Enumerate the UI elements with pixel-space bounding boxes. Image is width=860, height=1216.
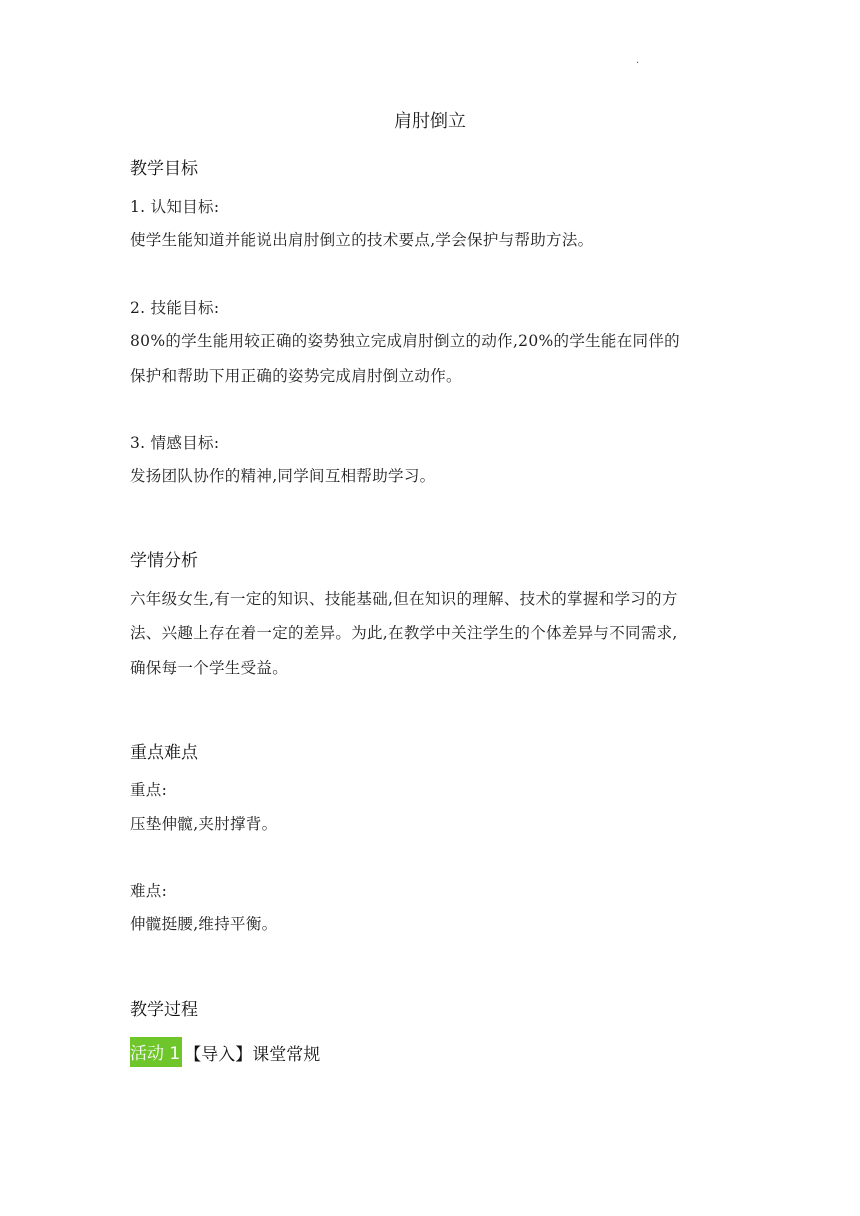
- process-heading: 教学过程: [130, 1000, 198, 1020]
- key-point-text: 压垫伸髋,夹肘撑背。: [130, 815, 278, 833]
- activity-1-heading: [130, 1037, 320, 1067]
- skill-objective-text-line-2: 保护和帮助下用正确的姿势完成肩肘倒立动作。: [130, 367, 462, 385]
- affective-objective-label: 3. 情感目标:: [130, 434, 220, 452]
- activity-tag: 活动 1: [130, 1037, 182, 1067]
- analysis-heading: 学情分析: [130, 551, 198, 571]
- document-title: 肩肘倒立: [394, 111, 466, 132]
- key-point-label: 重点:: [130, 781, 168, 799]
- cognitive-objective-label: 1. 认知目标:: [130, 198, 220, 216]
- skill-objective-text-line-1: 80%的学生能用较正确的姿势独立完成肩肘倒立的动作,20%的学生能在同伴的: [130, 332, 680, 350]
- cognitive-objective-text: 使学生能知道并能说出肩肘倒立的技术要点,学会保护与帮助方法。: [130, 231, 594, 249]
- activity-title: 【导入】课堂常规: [184, 1044, 321, 1065]
- key-points-heading: 重点难点: [130, 743, 198, 763]
- skill-objective-label: 2. 技能目标:: [130, 299, 220, 317]
- header-mark: ·: [636, 58, 640, 69]
- analysis-text-line-2: 法、兴趣上存在着一定的差异。为此,在教学中关注学生的个体差异与不同需求,: [130, 624, 678, 642]
- analysis-text-line-1: 六年级女生,有一定的知识、技能基础,但在知识的理解、技术的掌握和学习的方: [130, 590, 678, 608]
- affective-objective-text: 发扬团队协作的精神,同学间互相帮助学习。: [130, 467, 436, 485]
- objectives-heading: 教学目标: [130, 159, 198, 179]
- difficult-point-text: 伸髋挺腰,维持平衡。: [130, 915, 278, 933]
- analysis-text-line-3: 确保每一个学生受益。: [130, 659, 289, 677]
- difficult-point-label: 难点:: [130, 882, 168, 900]
